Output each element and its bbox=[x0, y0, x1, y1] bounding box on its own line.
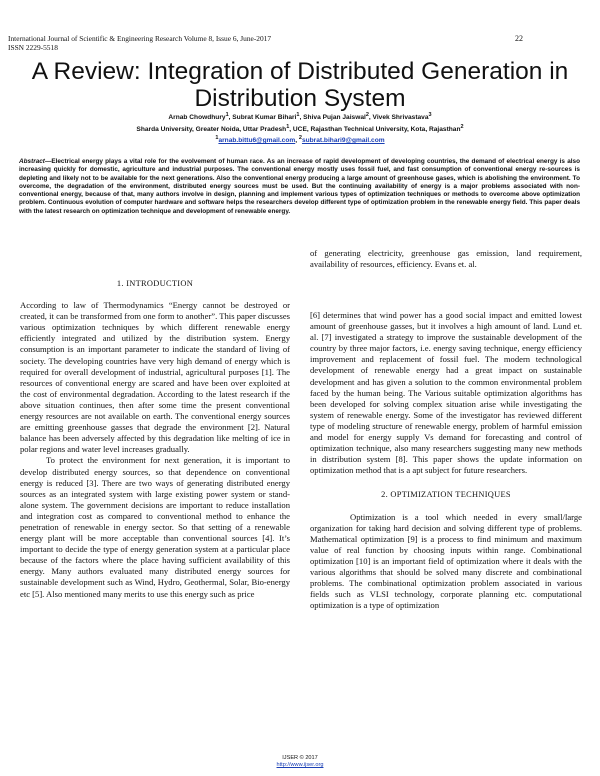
spacer bbox=[310, 501, 582, 512]
email-separator: , bbox=[295, 137, 299, 145]
author-1: Arnab Chowdhury bbox=[168, 114, 226, 122]
abstract bbox=[19, 158, 580, 216]
intro-paragraph-4: [6] determines that wind power has a good social impact and emitted lowest amount of greenhouse gasses, but it involves a high amount of land. Lund et. al. [7] investigated a strategy to improve the sustainable development of the country by three major factors, i.e. energy saving technique, energy efficiency improvement and replacement of fossil fuel. The modern technological development of renewable energy had a great impact on sustainable development and has given a solution to the common environmental problem faced by the human being. The Various suitable optimization algorithms has been developed for solving complex situation arise while investigating the system of renewable energy. Some of the investigator has reviewed different type of modeling structure of renewable energy, problem of harmful emission and model for energy supply Vs demand for forecasting and control of optimization technique, also many researchers suggesting many new methods in distribution system [8]. This paper shows the update information on optimization method that is a apt subject for future researchers. bbox=[310, 310, 582, 476]
author-3: , Shiva Pujan Jaiswal bbox=[299, 114, 366, 122]
author-2: , Subrat Kumar Bihari bbox=[228, 114, 297, 122]
affiliation-2: , UCE, Rajasthan Technical University, Kota, Rajasthan bbox=[289, 125, 461, 133]
paper-title bbox=[0, 58, 600, 112]
email-link-2[interactable]: subrat.bihari9@gmail.com bbox=[301, 137, 385, 145]
affiliation-2-sup: 2 bbox=[460, 123, 464, 130]
copyright: IJSER © 2017 bbox=[282, 755, 318, 761]
author-1-sup: 1 bbox=[225, 112, 229, 118]
email-2-sup: 2 bbox=[298, 135, 302, 142]
author-4-sup: 3 bbox=[428, 112, 432, 118]
issn: ISSN 2229-5518 bbox=[8, 43, 58, 52]
right-column-top bbox=[310, 248, 582, 270]
emails bbox=[0, 134, 600, 146]
section-heading-optimization: 2. OPTIMIZATION TECHNIQUES bbox=[381, 490, 511, 500]
page-footer bbox=[0, 755, 600, 769]
author-3-sup: 2 bbox=[365, 112, 369, 118]
optimization-paragraph-1: Optimization is a tool which needed in every small/large organization for taking hard decision and solving different type of problems. Mathematical optimization [9] is a process to find minimum and maximum value of real function by choosing inputs within range. Combinational optimization [10] is an important field of optimization where it deals with the various algorithms that should be solved many discrete and combinational problems. The combinational optimization problem associated in various fields such as VLSI technology, corporate planning etc. computational optimization is a type of optimization bbox=[310, 511, 582, 611]
abstract-label: Abstract bbox=[19, 158, 45, 165]
affiliations bbox=[0, 123, 600, 135]
author-names bbox=[0, 111, 600, 123]
journal-url-link[interactable]: http://www.ijser.org bbox=[276, 762, 324, 768]
spacer bbox=[310, 476, 582, 489]
email-1-sup: 1 bbox=[215, 135, 219, 142]
spacer bbox=[20, 289, 290, 300]
author-4: , Vivek Shrivastava bbox=[368, 114, 429, 122]
journal-header bbox=[8, 34, 271, 52]
title-line-1: A Review: Integration of Distributed Generation in bbox=[31, 58, 569, 85]
section-heading-introduction: 1. INTRODUCTION bbox=[116, 279, 194, 288]
abstract-text: —Electrical energy plays a vital role for the evolvement of human race. As an increase of rapid development of developing countries, the demand of electrical energy is also increasing quickly for domestic, agriculture and industrial purposes. The conventional energy mostly uses fossil fuel, and fast consumption of conventional energy re-sources is depleting and likely not to be available for the next generations. Also the conventional energy producing a large amount of greenhouse gases, which is abolishing the environment. To overcome, the degradation of the environment, distributed energy sources must be used. But the continuing availability of energy is a major problems associated with non-conventional energy, because of that, many authors involve in design, planning and implement various types of optimization techniques or methods to overcome above optimization problem. Continuous evolution of computer hardware and software helps the researchers develop different type of optimization problem in the renewable energy field. This paper deals with the latest research on optimization technique and development of renewable energy. bbox=[19, 158, 580, 215]
journal-name: International Journal of Scientific & Engineering Research Volume 8, Issue 6, June-2017 bbox=[8, 34, 272, 43]
email-link-1[interactable]: arnab.bittu6@gmail.com bbox=[218, 137, 296, 145]
page-number: 22 bbox=[515, 34, 523, 43]
author-block bbox=[0, 111, 600, 146]
left-column bbox=[20, 278, 290, 600]
affiliation-1-sup: 1 bbox=[286, 123, 290, 130]
title-line-2: Distribution System bbox=[194, 85, 406, 112]
intro-paragraph-1: According to law of Thermodynamics “Energy cannot be destroyed or created, it can be transformed from one form to another”. This paper discusses various optimization techniques by which different renewable energy efficiently integrated and utilized by the distribution system. Energy consumption is an important parameter to indicate the standard of living of society. The developing countries have very high demand of energy which is required for overall development of industrial, agricultural purposes [1]. The resources of conventional energy are scared and have been over exploited at the cost of environmental degradation. According to the latest research if the above situation continues, then after some time the present conventional energy resources are not available on earth. The conventional energy sources are emitting greenhouse gasses that degrade the environment [2]. Natural balance has been adversely affected by this degradation like melting of ice in polar regions and water level increases gradually. bbox=[20, 300, 290, 455]
author-2-sup: 1 bbox=[296, 112, 300, 118]
intro-paragraph-3: of generating electricity, greenhouse gas emission, land requirement, availability of resources, efficiency. Evans et. al. bbox=[310, 248, 582, 270]
intro-paragraph-2: To protect the environment for next generation, it is important to develop distributed energy sources, so that dependence on conventional energy is reduced [3]. There are two ways of generating distributed energy sources as an integrated system with large existing power system or stand-alone system. The government decisions are important to reduce installation and integration cost as compared to conventional method to enhance the penetration of renewable in energy sector. So that setting of a renewable energy plant will be more acceptable than conventional sources [4]. It’s important to decide the type of energy generation system at a particular place because of the factors where the place having sufficient availability of this energy. Many authors evaluated many distributed energy sources for sustainable development such as Wind, Hydro, Geothermal, Solar, Bio-energy etc [5]. Also mentioned many merits to use this energy such as price bbox=[20, 455, 290, 599]
affiliation-1: Sharda University, Greater Noida, Uttar Pradesh bbox=[136, 125, 287, 133]
right-column bbox=[310, 310, 582, 611]
